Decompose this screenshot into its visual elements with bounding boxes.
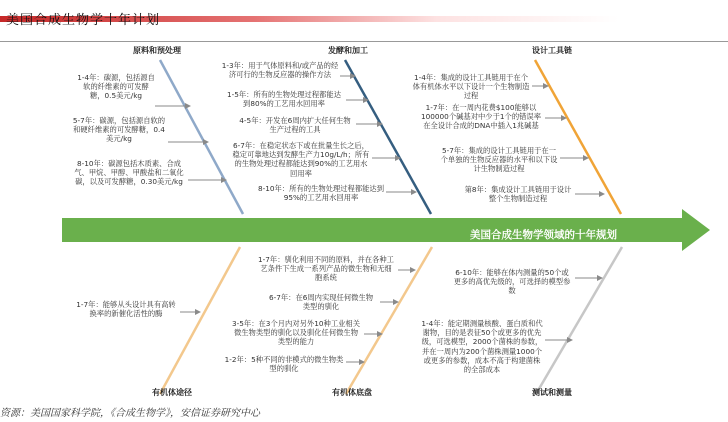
- ferm-item-4: 6-7年：在稳定状态下或在批量生长之后，稳定可靠地达到发酵生产力10g/L/h；所有的生物处理过程都能达到90%的工艺用水回用率: [232, 141, 370, 178]
- spine-label: 美国合成生物学领域的十年规划: [470, 229, 617, 241]
- category-organic-pathways: 有机体途径: [152, 388, 192, 397]
- ferm-item-5: 8-10年：所有的生物处理过程都能达到95%的工艺用水回用率: [258, 184, 385, 203]
- design-item-1: 1-4年：集成的设计工具链用于在个体有机体水平以下设计一个生物制造过程: [412, 73, 530, 101]
- fishbone-diagram: [0, 44, 728, 399]
- category-fermentation: 发酵和加工: [328, 46, 368, 55]
- raw-item-2: 5-7年：碳源，包括源自软的和硬纤维素的可发酵糖，0.4美元/kg: [72, 116, 166, 144]
- header: [0, 0, 728, 44]
- category-test-measure: 测试和测量: [532, 388, 572, 397]
- title-divider: [0, 41, 728, 42]
- source-note: 资源：美国国家科学院，《合成生物学》，安信证券研究中心: [0, 408, 260, 419]
- chassis-item-1: 1-7年：驯化利用不同的原料，并在各种工艺条件下生成一系列产品的微生物和无细胞系统: [258, 255, 394, 283]
- chassis-item-4: 1-2年：5种不同的非模式的微生物类型的驯化: [224, 355, 344, 374]
- test-item-1: 6-10年：能够在体内测量的50个或更多的高优先级的，可选择的模型参数: [453, 268, 571, 296]
- category-design-tools: 设计工具链: [532, 46, 572, 55]
- ferm-item-2: 1-5年：所有的生物处理过程都能达到80%的工艺用水回用率: [226, 90, 342, 109]
- design-item-3: 5-7年：集成的设计工具链用于在一个单独的生物反应器的水平和以下设计生物制造过程: [440, 146, 558, 174]
- ferm-item-3: 4-5年：开发在6周内扩大任何生物生产过程的工具: [239, 116, 351, 135]
- raw-item-3: 8-10年：碳源包括木质素、合成气、甲烷、甲醇、甲酸盐和二氧化碳，以及可发酵糖，0.30美元/kg: [74, 159, 184, 187]
- test-item-2: 1-4年：能定期测量核酸、蛋白质和代谢物，目的是表征50个或更多的优先级，可选模型，2000个菌株的参数，并在一周内为200个菌株测量1000个或更多的参数，成本不高于构建菌株的全部成本: [421, 319, 543, 375]
- category-raw-materials: 原料和预处理: [133, 46, 181, 55]
- bone-raw-materials: [160, 60, 243, 214]
- chassis-item-3: 3-5年：在3个月内对另外10种工业相关微生物类型的驯化以及驯化任何微生物类型的能力: [232, 319, 361, 347]
- design-item-2: 1-7年：在一周内花费$100能够以100000个碱基对中少于1个的错误率在全设计合成的DNA中插入1兆碱基: [420, 103, 542, 131]
- ferm-item-1: 1-3年：用于气体原料和/或产品的经济可行的生物反应器的操作方法: [221, 61, 339, 80]
- design-item-4: 第8年：集成设计工具链用于设计整个生物制造过程: [464, 185, 572, 204]
- chassis-item-2: 6-7年：在6周内实现任何微生物类型的驯化: [268, 293, 374, 312]
- page-title: 美国合成生物学十年计划: [6, 13, 161, 28]
- organic-path-item-1: 1-7年：能够从头设计具有高转换率的新催化活性的酶: [76, 300, 176, 319]
- category-organic-chassis: 有机体底盘: [332, 388, 372, 397]
- raw-item-1: 1-4年：碳源，包括源自软的纤维素的可发酵糖，0.5美元/kg: [77, 73, 155, 101]
